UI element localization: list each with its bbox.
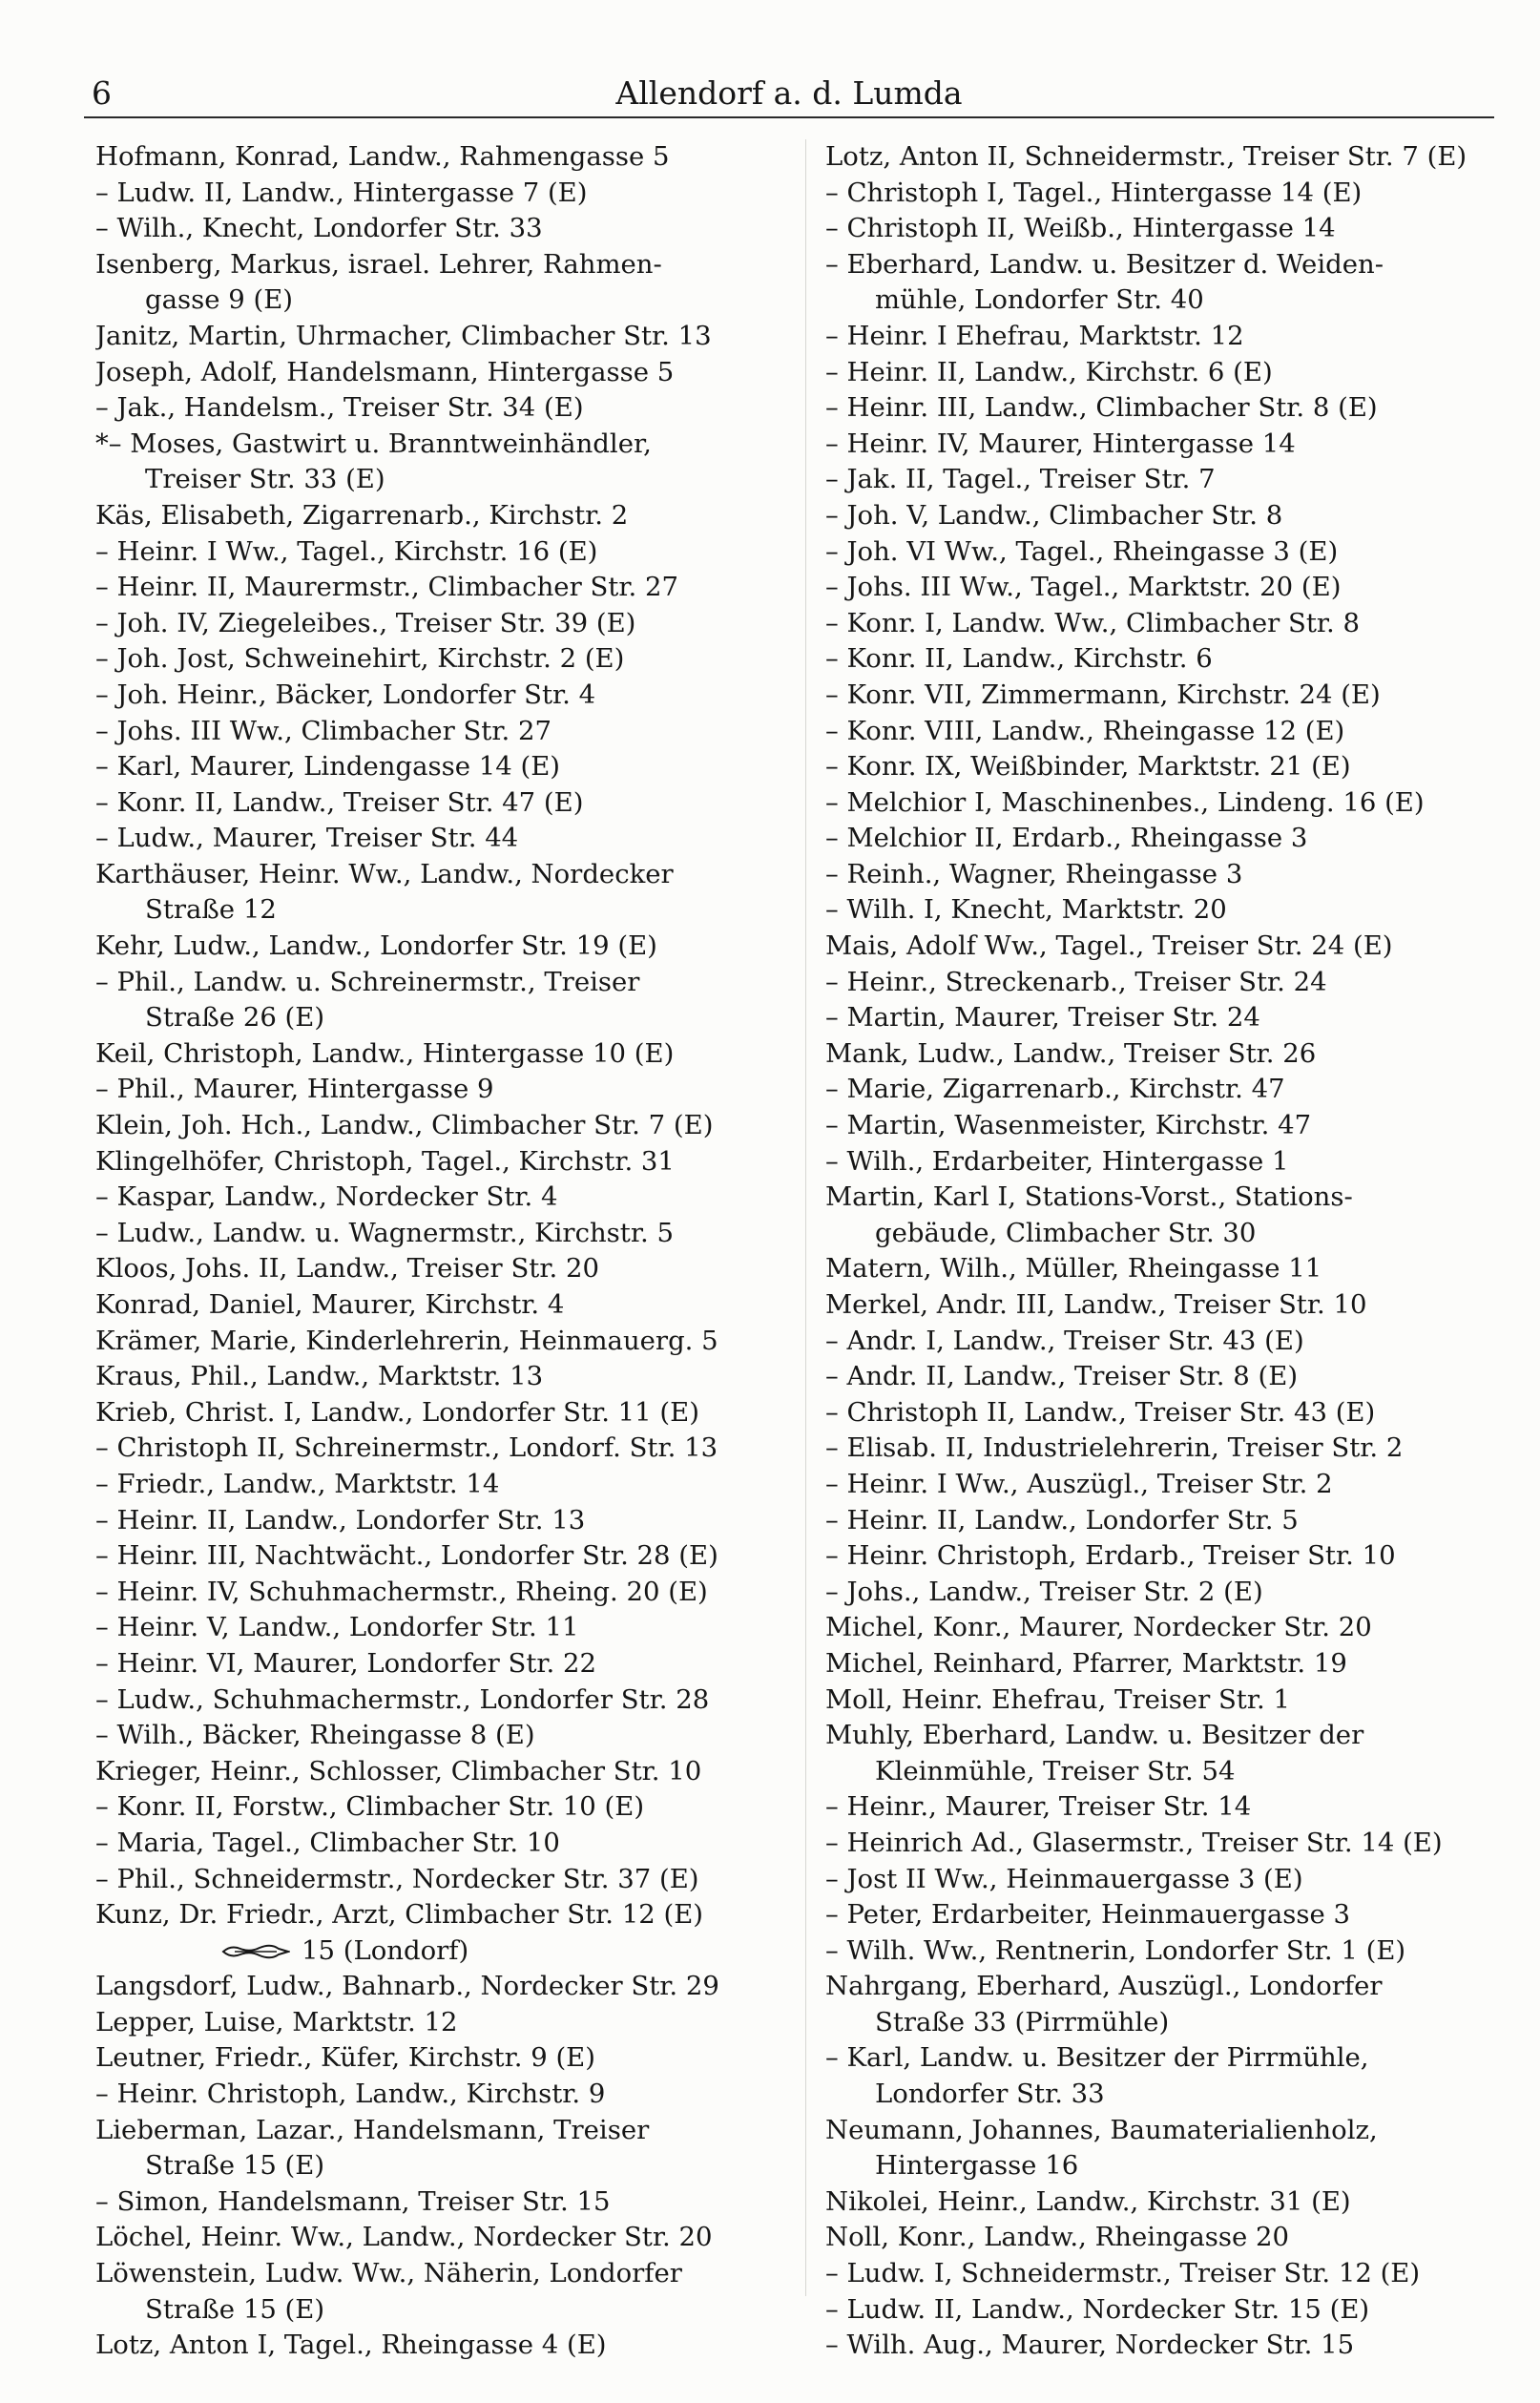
directory-entry: Käs, Elisabeth, Zigarrenarb., Kirchstr. 2 <box>95 499 629 531</box>
directory-entry: – Heinr. II, Landw., Kirchstr. 6 (E) <box>825 356 1273 387</box>
directory-entry: – Heinr. III, Nachtwächt., Londorfer Str. 28 (E) <box>95 1540 718 1572</box>
entry-continuation: Straße 15 (E) <box>145 2150 325 2182</box>
directory-entry <box>95 1933 782 1970</box>
directory-entry: Keil, Christoph, Landw., Hintergasse 10 (E) <box>95 1037 675 1069</box>
directory-entry: – Phil., Landw. u. Schreinermstr., Treiser <box>95 966 640 997</box>
directory-entry: – Heinr. IV, Maurer, Hintergasse 14 <box>825 428 1296 459</box>
directory-entry: – Maria, Tagel., Climbacher Str. 10 <box>95 1827 560 1858</box>
directory-entry: – Joh. Heinr., Bäcker, Londorfer Str. 4 <box>95 679 596 710</box>
entry-continuation: Straße 12 <box>145 894 277 926</box>
directory-entry: Neumann, Johannes, Baumaterialienholz, <box>825 2114 1378 2145</box>
directory-entry: – Melchior II, Erdarb., Rheingasse 3 <box>825 823 1308 854</box>
directory-entry: Noll, Konr., Landw., Rheingasse 20 <box>825 2222 1290 2253</box>
page-header <box>84 74 1494 120</box>
directory-entry: – Ludw. I, Schneidermstr., Treiser Str. 12 (E) <box>825 2258 1421 2289</box>
entry-continuation: gasse 9 (E) <box>145 284 294 316</box>
directory-entry: *– Moses, Gastwirt u. Branntweinhändler, <box>95 428 652 459</box>
directory-entry: – Andr. I, Landw., Treiser Str. 43 (E) <box>825 1325 1304 1356</box>
directory-entry: – Heinr. I Ehefrau, Marktstr. 12 <box>825 320 1244 351</box>
directory-entry: Krieger, Heinr., Schlosser, Climbacher Str. 10 <box>95 1755 702 1787</box>
directory-entry: Krieb, Christ. I, Landw., Londorfer Str. 11 (E) <box>95 1396 699 1428</box>
directory-entry: Mais, Adolf Ww., Tagel., Treiser Str. 24 (E) <box>825 930 1393 962</box>
directory-entry: – Johs. III Ww., Climbacher Str. 27 <box>95 715 551 746</box>
directory-entry: – Heinr. II, Landw., Londorfer Str. 5 <box>825 1504 1299 1536</box>
directory-entry: Löchel, Heinr. Ww., Landw., Nordecker Str. 20 <box>95 2222 713 2253</box>
directory-entry: – Melchior I, Maschinenbes., Lindeng. 16 (E) <box>825 786 1425 818</box>
directory-entry: – Ludw. II, Landw., Nordecker Str. 15 (E) <box>825 2293 1370 2325</box>
directory-entry: Mank, Ludw., Landw., Treiser Str. 26 <box>825 1037 1317 1069</box>
directory-entry: Lotz, Anton I, Tagel., Rheingasse 4 (E) <box>95 2330 607 2361</box>
directory-entry: – Christoph II, Landw., Treiser Str. 43 (E) <box>825 1396 1376 1428</box>
directory-entry: – Kaspar, Landw., Nordecker Str. 4 <box>95 1181 558 1213</box>
directory-entry: – Simon, Handelsmann, Treiser Str. 15 <box>95 2185 611 2217</box>
running-head: Allendorf a. d. Lumda <box>615 74 963 112</box>
right-column <box>825 139 1512 2364</box>
directory-entry: – Heinr. II, Maurermstr., Climbacher Str. 27 <box>95 572 678 603</box>
directory-entry: – Phil., Maurer, Hintergasse 9 <box>95 1074 494 1105</box>
directory-entry: – Heinr. II, Landw., Londorfer Str. 13 <box>95 1504 586 1536</box>
entry-continuation: Straße 26 (E) <box>145 1002 325 1034</box>
directory-entry: – Heinr. I Ww., Auszügl., Treiser Str. 2 <box>825 1468 1333 1499</box>
directory-entry: Klein, Joh. Hch., Landw., Climbacher Str. 7 (E) <box>95 1110 714 1141</box>
directory-entry: Michel, Konr., Maurer, Nordecker Str. 20 <box>825 1612 1372 1643</box>
directory-entry: – Peter, Erdarbeiter, Heinmauergasse 3 <box>825 1899 1351 1931</box>
directory-entry: – Phil., Schneidermstr., Nordecker Str. 37 (E) <box>95 1863 699 1894</box>
entry-continuation: Treiser Str. 33 (E) <box>145 464 385 495</box>
directory-entry: Moll, Heinr. Ehefrau, Treiser Str. 1 <box>825 1683 1290 1715</box>
directory-entry: Klingelhöfer, Christoph, Tagel., Kirchstr. 31 <box>95 1145 675 1177</box>
directory-entry: Kehr, Ludw., Landw., Londorfer Str. 19 (E) <box>95 930 657 962</box>
directory-entry: – Christoph II, Weißb., Hintergasse 14 <box>825 213 1336 244</box>
directory-entry: – Heinr., Maurer, Treiser Str. 14 <box>825 1791 1252 1823</box>
directory-entry: – Konr. IX, Weißbinder, Marktstr. 21 (E) <box>825 751 1351 783</box>
directory-entry: – Jost II Ww., Heinmauergasse 3 (E) <box>825 1863 1303 1894</box>
directory-entry: – Reinh., Wagner, Rheingasse 3 <box>825 858 1243 889</box>
directory-entry: – Christoph II, Schreinermstr., Londorf. Str. 13 <box>95 1432 718 1464</box>
directory-entry: – Joh. V, Landw., Climbacher Str. 8 <box>825 499 1283 531</box>
directory-entry: – Martin, Wasenmeister, Kirchstr. 47 <box>825 1110 1312 1141</box>
directory-entry: – Heinr. IV, Schuhmachermstr., Rheing. 20 (E) <box>95 1576 708 1607</box>
directory-entry: Michel, Reinhard, Pfarrer, Marktstr. 19 <box>825 1647 1347 1679</box>
page-number: 6 <box>92 74 112 112</box>
directory-entry: – Andr. II, Landw., Treiser Str. 8 (E) <box>825 1361 1299 1392</box>
directory-entry: – Wilh. I, Knecht, Marktstr. 20 <box>825 894 1227 926</box>
left-column <box>95 139 782 2364</box>
entry-continuation: mühle, Londorfer Str. 40 <box>875 284 1204 316</box>
directory-entry: – Johs., Landw., Treiser Str. 2 (E) <box>825 1576 1263 1607</box>
directory-entry: – Heinr. I Ww., Tagel., Kirchstr. 16 (E) <box>95 535 598 567</box>
directory-entry: – Ludw., Maurer, Treiser Str. 44 <box>95 823 519 854</box>
directory-entry: Konrad, Daniel, Maurer, Kirchstr. 4 <box>95 1289 565 1320</box>
directory-entry: Lieberman, Lazar., Handelsmann, Treiser <box>95 2114 650 2145</box>
directory-entry: Nikolei, Heinr., Landw., Kirchstr. 31 (E) <box>825 2185 1351 2217</box>
directory-entry: – Heinr. V, Landw., Londorfer Str. 11 <box>95 1612 579 1643</box>
directory-entry: Kunz, Dr. Friedr., Arzt, Climbacher Str. 12 (E) <box>95 1899 704 1931</box>
entry-continuation: Londorfer Str. 33 <box>875 2079 1105 2110</box>
telephone-symbol-icon <box>221 1943 290 1960</box>
directory-entry: – Heinrich Ad., Glasermstr., Treiser Str. 14 (E) <box>825 1827 1443 1858</box>
column-divider <box>805 139 806 2296</box>
directory-entry: – Konr. VII, Zimmermann, Kirchstr. 24 (E) <box>825 679 1381 710</box>
entry-continuation: Straße 33 (Pirrmühle) <box>875 2006 1170 2037</box>
directory-entry: Lotz, Anton II, Schneidermstr., Treiser Str. 7 (E) <box>825 141 1467 172</box>
directory-entry: – Joh. IV, Ziegeleibes., Treiser Str. 39 (E) <box>95 607 636 638</box>
directory-entry: – Heinr. III, Landw., Climbacher Str. 8 (E) <box>825 392 1378 424</box>
directory-entry: – Eberhard, Landw. u. Besitzer d. Weiden- <box>825 248 1384 280</box>
directory-entry: – Konr. VIII, Landw., Rheingasse 12 (E) <box>825 715 1345 746</box>
directory-entry: Krämer, Marie, Kinderlehrerin, Heinmauerg. 5 <box>95 1325 718 1356</box>
directory-entry: – Karl, Maurer, Lindengasse 14 (E) <box>95 751 561 783</box>
directory-entry: – Martin, Maurer, Treiser Str. 24 <box>825 1002 1260 1034</box>
directory-entry: Lepper, Luise, Marktstr. 12 <box>95 2006 458 2037</box>
directory-entry: – Heinr., Streckenarb., Treiser Str. 24 <box>825 966 1327 997</box>
directory-entry: Langsdorf, Ludw., Bahnarb., Nordecker Str. 29 <box>95 1971 719 2002</box>
directory-entry: – Konr. I, Landw. Ww., Climbacher Str. 8 <box>825 607 1360 638</box>
directory-entry: – Friedr., Landw., Marktstr. 14 <box>95 1468 500 1499</box>
directory-entry: – Karl, Landw. u. Besitzer der Pirrmühle, <box>825 2042 1369 2074</box>
entry-continuation: Hintergasse 16 <box>875 2150 1079 2182</box>
directory-entry: – Ludw., Landw. u. Wagnermstr., Kirchstr. 5 <box>95 1217 674 1248</box>
entry-continuation: Straße 15 (E) <box>145 2293 325 2325</box>
directory-entry: – Joh. VI Ww., Tagel., Rheingasse 3 (E) <box>825 535 1339 567</box>
entry-continuation: gebäude, Climbacher Str. 30 <box>875 1217 1257 1248</box>
directory-entry: – Wilh. Aug., Maurer, Nordecker Str. 15 <box>825 2330 1355 2361</box>
directory-entry: – Joh. Jost, Schweinehirt, Kirchstr. 2 (E) <box>95 643 625 675</box>
directory-entry: – Konr. II, Landw., Kirchstr. 6 <box>825 643 1213 675</box>
directory-entry: Isenberg, Markus, israel. Lehrer, Rahmen- <box>95 248 662 280</box>
header-rule <box>84 116 1494 118</box>
directory-entry: – Heinr. VI, Maurer, Londorfer Str. 22 <box>95 1647 597 1679</box>
directory-entry: – Johs. III Ww., Tagel., Marktstr. 20 (E) <box>825 572 1342 603</box>
directory-entry: Leutner, Friedr., Küfer, Kirchstr. 9 (E) <box>95 2042 595 2074</box>
directory-entry: Hofmann, Konrad, Landw., Rahmengasse 5 <box>95 141 670 172</box>
directory-entry: – Konr. II, Landw., Treiser Str. 47 (E) <box>95 786 584 818</box>
directory-entry: – Konr. II, Forstw., Climbacher Str. 10 (E) <box>95 1791 645 1823</box>
directory-entry: Karthäuser, Heinr. Ww., Landw., Nordecker <box>95 858 674 889</box>
directory-entry: Martin, Karl I, Stations-Vorst., Stations- <box>825 1181 1353 1213</box>
directory-entry: – Jak. II, Tagel., Treiser Str. 7 <box>825 464 1216 495</box>
directory-entry: – Wilh. Ww., Rentnerin, Londorfer Str. 1 (E) <box>825 1934 1406 1966</box>
directory-entry: – Heinr. Christoph, Landw., Kirchstr. 9 <box>95 2079 606 2110</box>
directory-entry: – Wilh., Knecht, Londorfer Str. 33 <box>95 213 543 244</box>
directory-entry: Janitz, Martin, Uhrmacher, Climbacher Str. 13 <box>95 320 712 351</box>
directory-entry: Merkel, Andr. III, Landw., Treiser Str. 10 <box>825 1289 1367 1320</box>
entry-continuation: Kleinmühle, Treiser Str. 54 <box>875 1755 1236 1787</box>
directory-entry: – Ludw., Schuhmachermstr., Londorfer Str. 28 <box>95 1683 710 1715</box>
directory-entry: – Elisab. II, Industrielehrerin, Treiser Str. 2 <box>825 1432 1404 1464</box>
directory-entry: Matern, Wilh., Müller, Rheingasse 11 <box>825 1253 1322 1285</box>
directory-entry: Joseph, Adolf, Handelsmann, Hintergasse 5 <box>95 356 675 387</box>
directory-entry: Nahrgang, Eberhard, Auszügl., Londorfer <box>825 1971 1383 2002</box>
phone-number: 15 (Londorf) <box>302 1934 469 1966</box>
directory-entry: Kloos, Johs. II, Landw., Treiser Str. 20 <box>95 1253 599 1285</box>
directory-entry: – Christoph I, Tagel., Hintergasse 14 (E) <box>825 177 1363 208</box>
directory-entry: – Marie, Zigarrenarb., Kirchstr. 47 <box>825 1074 1285 1105</box>
directory-entry: Kraus, Phil., Landw., Marktstr. 13 <box>95 1361 544 1392</box>
directory-entry: – Wilh., Erdarbeiter, Hintergasse 1 <box>825 1145 1289 1177</box>
directory-entry: Muhly, Eberhard, Landw. u. Besitzer der <box>825 1720 1364 1751</box>
directory-entry: – Heinr. Christoph, Erdarb., Treiser Str. 10 <box>825 1540 1396 1572</box>
directory-entry: – Jak., Handelsm., Treiser Str. 34 (E) <box>95 392 584 424</box>
directory-entry: Löwenstein, Ludw. Ww., Näherin, Londorfer <box>95 2258 682 2289</box>
directory-entry: – Wilh., Bäcker, Rheingasse 8 (E) <box>95 1720 535 1751</box>
directory-entry: – Ludw. II, Landw., Hintergasse 7 (E) <box>95 177 588 208</box>
